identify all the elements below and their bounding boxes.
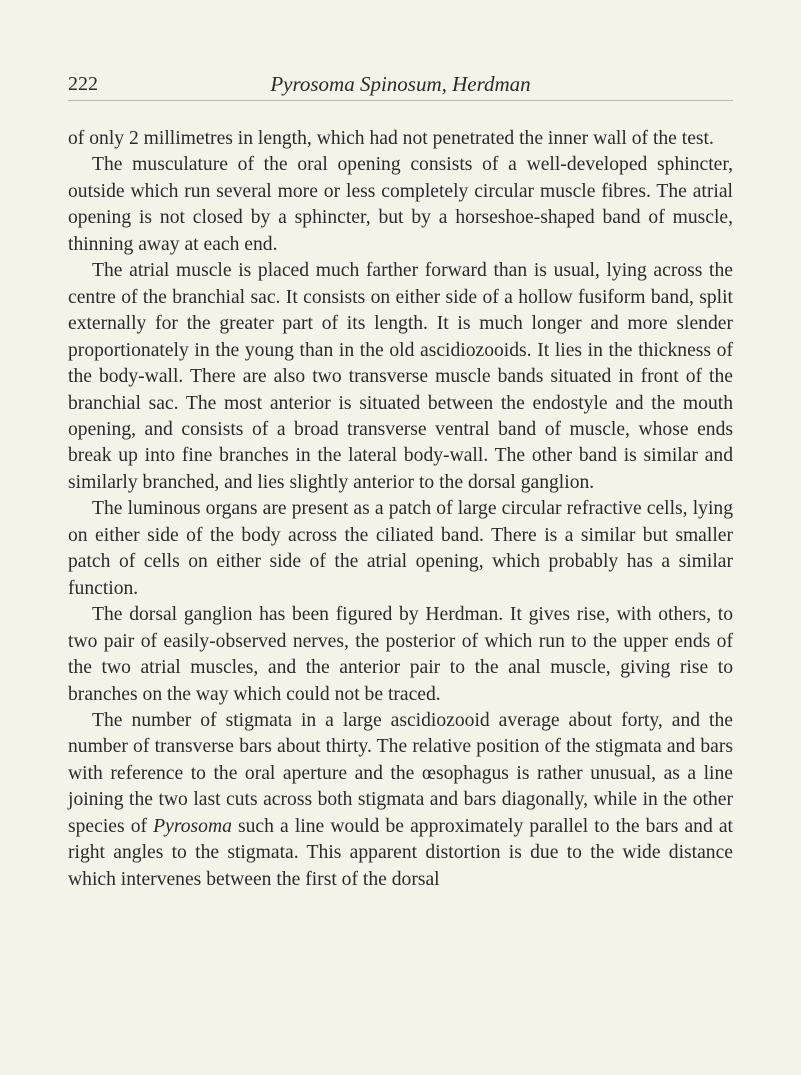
paragraph-3: The atrial muscle is placed much farther forward than is usual, lying across the centre of the branchial sac. It consists on either side of a hollow fusiform band, split externally for the greater part of its length. It is much longer and more slender proportionately in the young than in the old ascidiozooids. It lies in the thickness of the body-wall. There are also two transverse muscle bands situated in front of the branchial sac. The most anterior is situated between the endostyle and the mouth opening, and consists of a broad transverse ventral band of muscle, whose ends break up into fine branches in the lateral body-wall. The other band is similar and similarly branched, and lies slightly anterior to the dorsal ganglion. [68,260,733,493]
paragraph-2: The musculature of the oral opening consists of a well-developed sphincter, outside which run several more or less completely circular muscle fibres. The atrial opening is not closed by a sphincter, but by a horseshoe-shaped band of muscle, thinning away at each end. [68,154,733,255]
page-number: 222 [68,73,98,95]
paragraph-6-text-end: such a line would be approximately parallel to the bars and at right angles to the stigmata. This apparent distortion is due to the wide distance which intervenes between the first of the dorsal [68,815,734,890]
running-title: Pyrosoma Spinosum, Herdman [270,72,531,96]
paragraph-6-text-start: The number of stigmata in a large ascidiozooid average about forty, and the number of transverse bars about thirty. The relative position of the stigmata and bars with reference to the oral aperture and the œsophagus is rather unusual, as a line joining the two last cuts across both stigmata and bars diagonally, while in the other species of [68,709,733,837]
body-text [68,126,733,893]
paragraph-6 [68,708,733,893]
running-header [68,72,733,101]
paragraph-5: The dorsal ganglion has been figured by Herdman. It gives rise, with others, to two pair of easily-observed nerves, the posterior of which run to the upper ends of the two atrial muscles, and the anterior pair to the anal muscle, giving rise to branches on the way which could not be traced. [68,604,733,705]
genus-name-italic: Pyrosoma [153,815,232,837]
paragraph-4: The luminous organs are present as a patch of large circular refractive cells, lying on either side of the body across the ciliated band. There is a similar but smaller patch of cells on either side of the atrial opening, which probably has a similar function. [68,498,733,599]
paragraph-1: of only 2 millimetres in length, which had not penetrated the inner wall of the test. [68,128,714,149]
